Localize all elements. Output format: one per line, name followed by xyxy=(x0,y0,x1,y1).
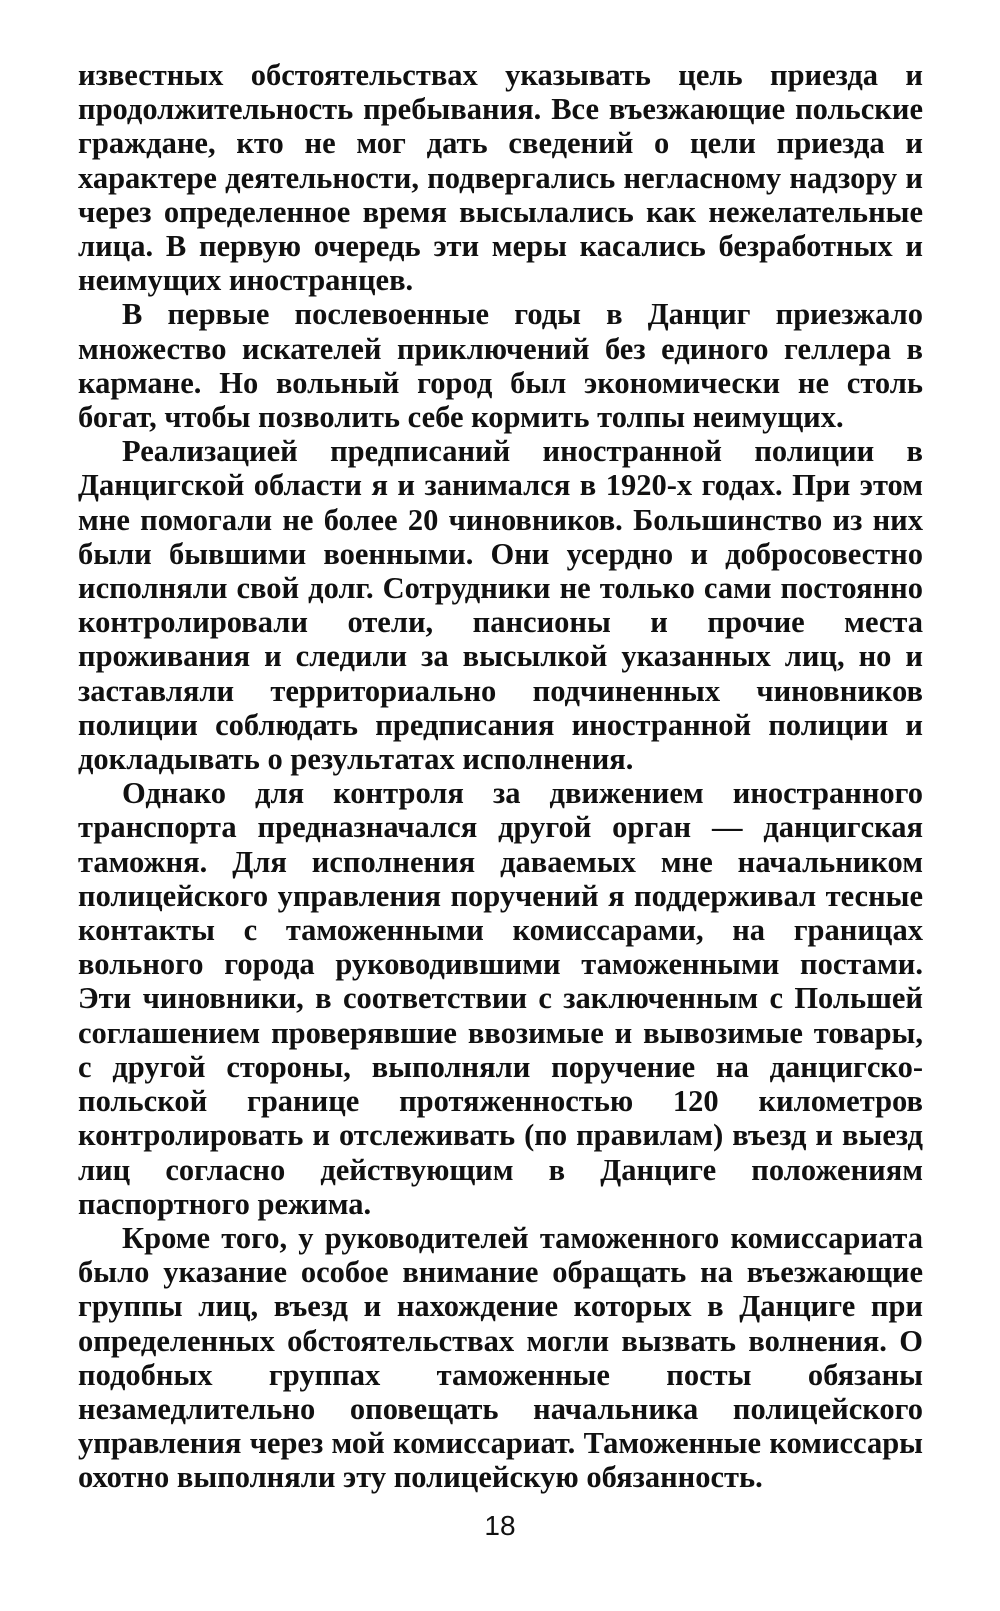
paragraph-1: известных обстоятельствах указывать цель приезда и продолжительность пребывания. Все въезжающие польские граждане, кто не мог дать сведений о цели приезда и характере деятельности, подвергались негласному надзору и через определенное время высылались как нежелательные лица. В первую очередь эти меры касались безработных и неимущих иностранцев. xyxy=(78,58,923,298)
paragraph-5: Кроме того, у руководителей таможенного комиссариата было указание особое внимание обращать на въезжающие группы лиц, въезд и нахождение которых в Данциге при определенных обстоятельствах могли вызвать волнения. О подобных группах таможенные посты обязаны незамедлительно оповещать начальника полицейского управления через мой комиссариат. Таможенные комиссары охотно выполняли эту полицейскую обязанность. xyxy=(78,1220,923,1495)
paragraph-4: Однако для контроля за движением иностранного транспорта предназначался другой орган — данцигская таможня. Для исполнения даваемых мне начальником полицейского управления поручений я поддерживал тесные контакты с таможенными комиссарами, на границах вольного города руководившими таможенными постами. Эти чиновники, в соответствии с заключенным с Польшей соглашением проверявшие ввозимые и вывозимые товары, с другой стороны, выполняли поручение на данцигско-польской границе протяженностью 120 километров контролировать и отслеживать (по правилам) въезд и выезд лиц согласно действующим в Данциге положениям паспортного режима. xyxy=(78,776,923,1221)
paragraph-2: В первые послевоенные годы в Данциг приезжало множество искателей приключений без единого геллера в кармане. Но вольный город был экономически не столь богат, чтобы позволить себе кормить толпы неимущих. xyxy=(78,297,923,435)
page-text xyxy=(78,58,923,1495)
page-number: 18 xyxy=(484,1510,516,1541)
paragraph-3: Реализацией предписаний иностранной полиции в Данцигской области я и занимался в 1920-х годах. При этом мне помогали не более 20 чиновников. Большинство из них были бывшими военными. Они усердно и добросовестно исполняли свой долг. Сотрудники не только сами постоянно контролировали отели, пансионы и прочие места проживания и следили за высылкой указанных лиц, но и заставляли территориально подчиненных чиновников полиции соблюдать предписания иностранной полиции и докладывать о результатах исполнения. xyxy=(78,434,923,777)
